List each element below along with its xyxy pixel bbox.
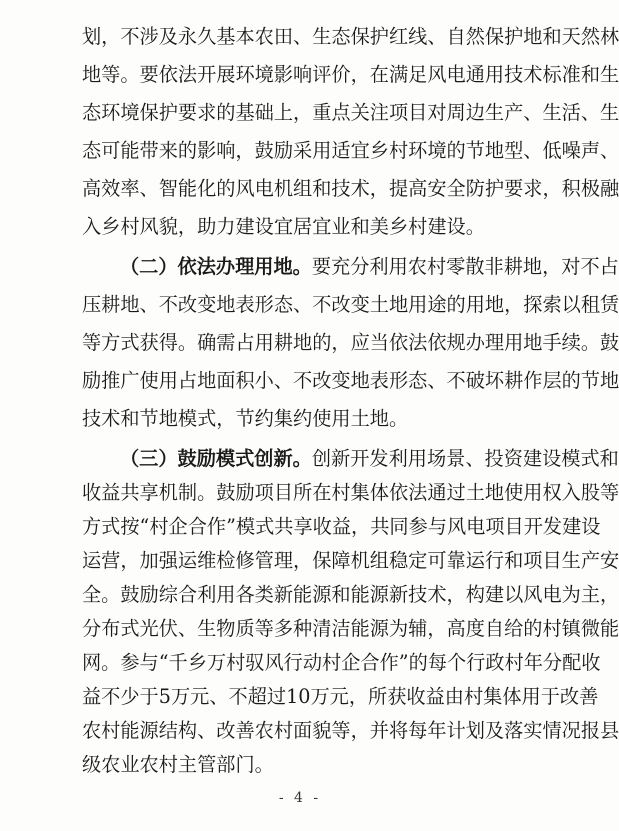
body-text-span: 要充分利用农村零散非耕地，对不占 — [311, 255, 619, 278]
body-text-line: 农村能源结构、改善农村面貌等，并将每年计划及落实情况报县 — [82, 719, 619, 742]
body-text-line: 等方式获得。确需占用耕地的，应当依法依规办理用地手续。鼓 — [82, 331, 619, 354]
page-number: - 4 - — [278, 790, 322, 806]
section-first-line — [120, 250, 619, 284]
body-text-line: 压耕地、不改变地表形态、不改变土地用途的用地，探索以租赁 — [82, 293, 619, 316]
body-text-line: 方式按“村企合作”模式共享收益，共同参与风电项目开发建设 — [82, 515, 601, 538]
body-text-line: 运营，加强运维检修管理，保障机组稳定可靠运行和项目生产安 — [82, 549, 619, 572]
body-text-line: 励推广使用占地面积小、不改变地表形态、不破坏耕作层的节地 — [82, 369, 619, 392]
section-heading: （二）依法办理用地。 — [120, 255, 312, 278]
body-text-line: 划，不涉及永久基本农田、生态保护红线、自然保护地和天然林 — [82, 25, 619, 48]
body-text-span: 创新开发利用场景、投资建设模式和 — [311, 447, 619, 470]
body-text-line: 地等。要依法开展环境影响评价，在满足风电通用技术标准和生 — [82, 63, 619, 86]
body-text-line: 态可能带来的影响，鼓励采用适宜乡村环境的节地型、低噪声、 — [82, 139, 619, 162]
body-text-line: 级农业农村主管部门。 — [82, 753, 274, 776]
body-text-line: 入乡村风貌，助力建设宜居宜业和美乡村建设。 — [82, 215, 485, 238]
body-text-line: 网。参与“千乡万村驭风行动村企合作”的每个行政村年分配收 — [82, 651, 601, 674]
body-text-line: 分布式光伏、生物质等多种清洁能源为辅，高度自给的村镇微能 — [82, 617, 619, 640]
body-text-line: 技术和节地模式，节约集约使用土地。 — [82, 407, 409, 430]
body-text-line: 收益共享机制。鼓励项目所在村集体依法通过土地使用权入股等 — [82, 481, 619, 504]
section-first-line — [120, 442, 619, 476]
body-text-line: 全。鼓励综合利用各类新能源和能源新技术，构建以风电为主， — [82, 583, 619, 606]
body-text-line: 益不少于5万元、不超过10万元，所获收益由村集体用于改善 — [82, 685, 599, 708]
body-text-line: 高效率、智能化的风电机组和技术，提高安全防护要求，积极融 — [82, 177, 619, 200]
body-text-line: 态环境保护要求的基础上，重点关注项目对周边生产、生活、生 — [82, 101, 619, 124]
section-heading: （三）鼓励模式创新。 — [120, 447, 312, 470]
